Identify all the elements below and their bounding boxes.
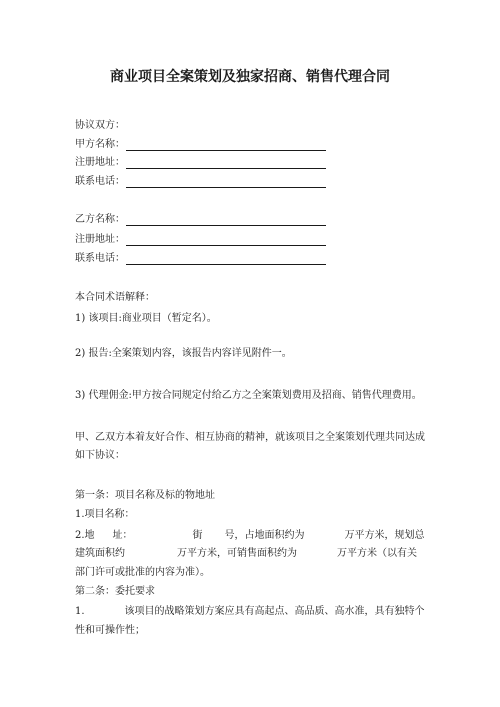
party-b-phone-label: 联系电话： <box>75 253 125 264</box>
party-b-name-blank <box>126 215 326 226</box>
document-title: 商业项目全案策划及独家招商、销售代理合同 <box>110 69 390 85</box>
article-2-item-1-number: 1. <box>75 606 85 617</box>
party-a-name-row <box>75 139 326 151</box>
party-a-address-row <box>75 157 326 169</box>
party-b-phone-blank <box>126 254 326 265</box>
item-2-prefix: 2.地 <box>75 530 95 541</box>
area-note: 万平方米（以有关 <box>337 548 417 559</box>
party-a-name-blank <box>126 140 326 151</box>
parties-heading: 协议双方： <box>75 120 125 131</box>
party-b-name-row <box>75 214 326 226</box>
party-b-address-blank <box>126 235 326 246</box>
party-b-address-row <box>75 234 326 246</box>
article-1-item-2 <box>75 530 425 542</box>
party-a-phone-label: 联系电话： <box>75 176 125 187</box>
article-1-item-2-line-3: 部门许可或批准的内容为准）。 <box>75 567 210 578</box>
preamble-line-1: 甲、乙双方本着友好合作、相互协商的精神，就该项目之全案策划代理共同达成 <box>75 432 425 443</box>
party-a-address-blank <box>126 158 326 169</box>
term-1: 1) 该项目:商业项目（暂定名）。 <box>75 313 217 324</box>
term-2: 2) 报告:全案策划内容，该报告内容详见附件一。 <box>75 348 292 359</box>
saleable-area-label: 万平方米，可销售面积约为 <box>177 548 297 559</box>
party-b-address-label: 注册地址： <box>75 234 125 245</box>
building-area-label: 建筑面积约 <box>75 548 125 559</box>
article-1-item-2-line-2 <box>75 548 417 560</box>
item-2-unit: 万平方米，规划总 <box>344 530 425 541</box>
item-2-number: 号，占地面积约为 <box>224 530 305 541</box>
party-a-name-label: 甲方名称： <box>75 139 125 150</box>
term-3: 3) 代理佣金:甲方按合同规定付给乙方之全案策划费用及招商、销售代理费用。 <box>75 390 422 401</box>
preamble-line-2: 如下协议： <box>75 450 125 461</box>
item-2-street: 街 <box>192 530 203 541</box>
item-2-address-label: 址： <box>112 530 133 541</box>
party-a-address-label: 注册地址： <box>75 157 125 168</box>
article-2-item-1-text: 该项目的战略策划方案应具有高起点、高品质、高水准，具有独特个 <box>124 606 425 617</box>
terms-heading: 本合同术语解释： <box>75 292 155 303</box>
party-b-name-label: 乙方名称： <box>75 214 125 225</box>
article-1-item-1: 1.项目名称： <box>75 509 135 520</box>
article-1-heading: 第一条：项目名称及标的物地址 <box>75 490 215 501</box>
party-a-phone-blank <box>126 177 326 188</box>
party-b-phone-row <box>75 253 326 265</box>
party-a-phone-row <box>75 176 326 188</box>
article-2-item-1-cont: 性和可操作性； <box>75 625 145 636</box>
article-2-heading: 第二条：委托要求 <box>75 586 155 597</box>
article-2-item-1 <box>75 606 425 618</box>
